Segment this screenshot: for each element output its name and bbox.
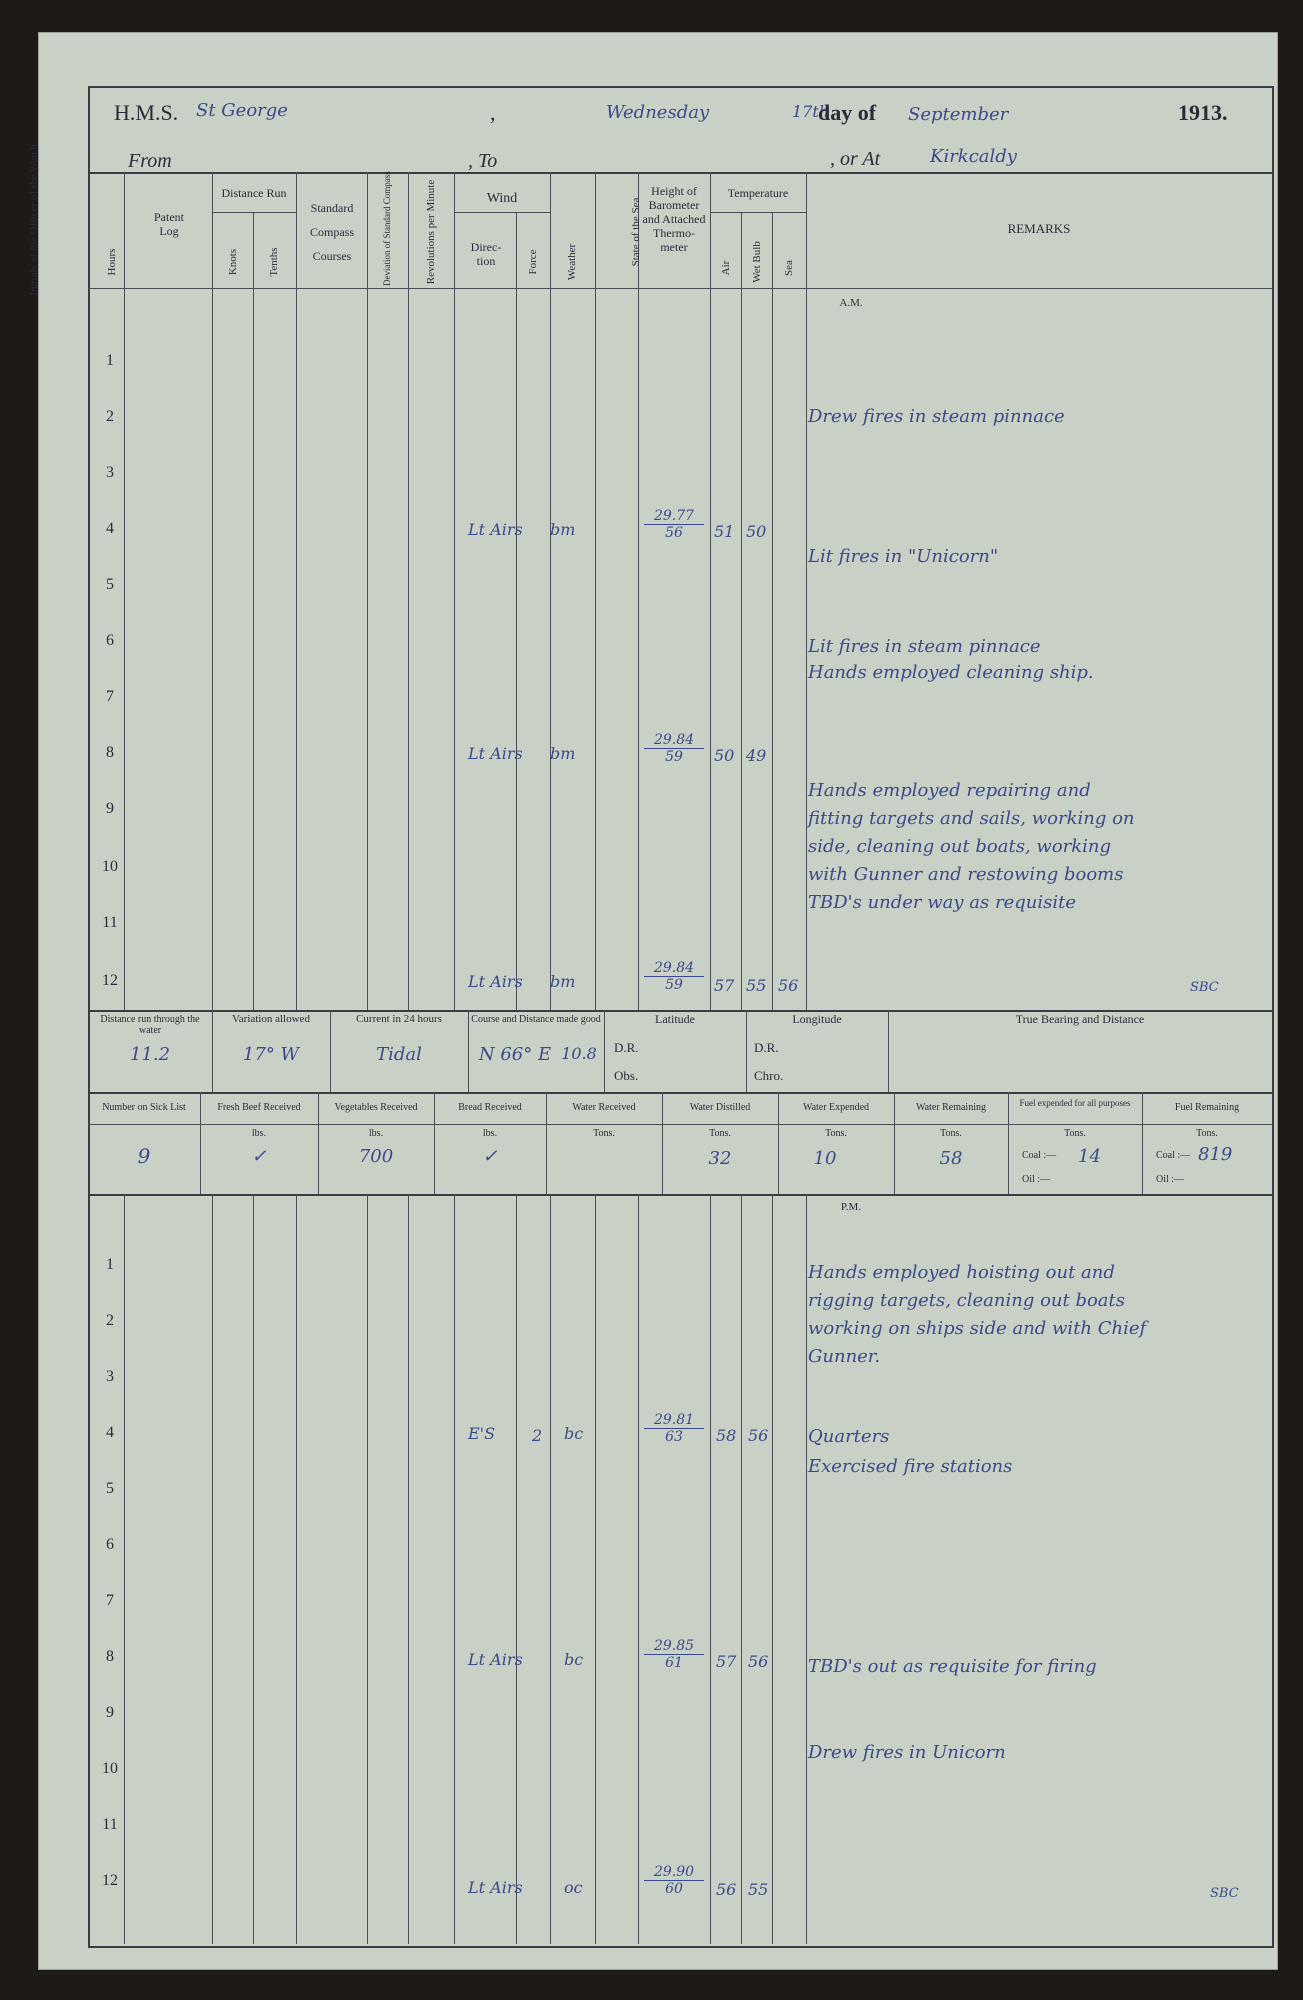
hour-label: 2 [106, 408, 114, 425]
col-sea: Sea [783, 260, 795, 276]
fuel-remaining-label: Fuel Remaining [1174, 1102, 1240, 1113]
remark-line: TBD's out as requisite for firing [808, 1656, 1097, 1677]
weather-entry: oc [564, 1878, 583, 1897]
pm-initials: SBC [1210, 1886, 1239, 1901]
hour-label: 10 [102, 858, 118, 875]
hour-label: 11 [102, 1816, 118, 1833]
hour-label: 9 [106, 800, 114, 817]
col-hours: Hours [106, 248, 118, 276]
officer-initials-label: Initials of the Officer of the Watch [28, 144, 40, 296]
hour-label: 12 [102, 972, 118, 989]
remark-line: with Gunner and restowing booms [808, 864, 1124, 885]
course-label: Course and Distance made good [471, 1014, 601, 1025]
comma: , [490, 100, 496, 125]
veg-unit: lbs. [368, 1128, 384, 1139]
col-air: Air [720, 260, 732, 276]
water-expended-value: 10 [813, 1148, 837, 1169]
col-wind: Wind [486, 191, 518, 206]
distance-label: Distance run through the water [100, 1014, 200, 1036]
remark-line: Drew fires in steam pinnace [808, 406, 1065, 427]
sick-label: Number on Sick List [102, 1102, 186, 1113]
barometer-entry: 29.84 59 [644, 732, 704, 765]
day-of-label: day of [818, 100, 877, 125]
col-knots: Knots [227, 248, 239, 276]
col-standard-compass: Standard Compass Courses [309, 201, 354, 263]
latitude-label: Latitude [655, 1012, 695, 1026]
hour-label: 5 [106, 576, 114, 593]
hour-label: 2 [106, 1312, 114, 1329]
from-label: From [128, 150, 172, 172]
weather-entry: bm [550, 520, 576, 539]
col-temperature: Temperature [727, 186, 789, 200]
sea-entry: 56 [778, 976, 799, 995]
hour-label: 12 [102, 1872, 118, 1889]
water-remaining-unit: Tons. [940, 1128, 962, 1139]
hour-label: 11 [102, 914, 118, 931]
hour-label: 7 [106, 688, 114, 705]
hour-label: 10 [102, 1760, 118, 1777]
obs-label: Obs. [614, 1068, 639, 1083]
distance-value: 11.2 [129, 1044, 171, 1065]
water-expended-label: Water Expended [802, 1102, 870, 1113]
col-barometer: Height of Barometer and Attached Thermo-meter [642, 184, 706, 254]
pm-divider [88, 1194, 1272, 1196]
course-value: N 66° E [478, 1044, 552, 1065]
water-distilled-label: Water Distilled [689, 1102, 751, 1113]
ship-name: St George [196, 100, 288, 121]
remark-line: Hands employed repairing and [808, 780, 1091, 801]
air-entry: 58 [716, 1426, 737, 1445]
col-tenths: Tenths [268, 247, 280, 277]
col-force: Force [527, 249, 539, 275]
remark-line: TBD's under way as requisite [808, 892, 1076, 913]
air-entry: 57 [714, 976, 735, 995]
fuel-rem-coal-label: Coal :— [1156, 1150, 1191, 1161]
month: September [908, 104, 1009, 125]
longitude-label: Longitude [792, 1012, 842, 1026]
wet-entry: 49 [746, 746, 767, 765]
force-entry: 2 [532, 1426, 543, 1445]
to-label: , To [468, 150, 498, 172]
chro-label: Chro. [754, 1068, 784, 1083]
wet-entry: 56 [748, 1426, 769, 1445]
bread-value: ✓ [482, 1146, 498, 1167]
wind-entry: Lt Airs [468, 972, 523, 991]
col-state-sea: State of the Sea [630, 197, 642, 267]
current-value: Tidal [376, 1044, 422, 1065]
remark-line: Exercised fire stations [808, 1456, 1013, 1477]
wet-entry: 50 [746, 522, 767, 541]
variation-label: Variation allowed [232, 1013, 310, 1025]
bread-label: Bread Received [458, 1102, 522, 1113]
water-expended-unit: Tons. [825, 1128, 847, 1139]
hour-label: 9 [106, 1704, 114, 1721]
col-direction: Direc- tion [470, 240, 502, 268]
remark-line: Quarters [808, 1426, 890, 1447]
veg-label: Vegetables Received [334, 1102, 418, 1113]
air-entry: 57 [716, 1652, 737, 1671]
remark-line: Hands employed hoisting out and [808, 1262, 1115, 1283]
location: Kirkcaldy [930, 146, 1017, 167]
col-deviation: Deviation of Standard Compass [382, 171, 392, 286]
dr-label-long: D.R. [754, 1040, 779, 1055]
fuel-coal-label: Coal :— [1022, 1150, 1057, 1161]
supplies-divider [88, 1092, 1272, 1094]
hour-label: 7 [106, 1592, 114, 1609]
fuel-remaining-coal: 819 [1198, 1144, 1233, 1165]
ship-prefix: H.M.S. [114, 100, 179, 125]
or-at-label: , or At [830, 148, 881, 170]
fuel-expended-coal: 14 [1078, 1146, 1101, 1167]
am-label: A.M. [839, 297, 863, 309]
sick-value: 9 [137, 1144, 151, 1168]
water-distilled-unit: Tons. [709, 1128, 731, 1139]
variation-value: 17° W [242, 1044, 300, 1065]
day-number: 17th [792, 102, 830, 121]
air-entry: 56 [716, 1880, 737, 1899]
water-distilled-value: 32 [708, 1148, 732, 1169]
hour-label: 4 [106, 1424, 114, 1441]
remark-line: Lit fires in "Unicorn" [808, 546, 999, 567]
remark-line: working on ships side and with Chief [808, 1318, 1147, 1339]
weather-entry: bm [550, 972, 576, 991]
weather-entry: bc [564, 1424, 584, 1443]
weather-entry: bm [550, 744, 576, 763]
col-distance-run: Distance Run [221, 186, 287, 200]
remark-line: fitting targets and sails, working on [808, 808, 1135, 829]
header-divider [88, 172, 1272, 174]
remark-line: Hands employed cleaning ship. [808, 662, 1094, 683]
hour-label: 1 [106, 352, 114, 369]
remark-line: Drew fires in Unicorn [808, 1742, 1006, 1763]
hour-label: 5 [106, 1480, 114, 1497]
day-name: Wednesday [606, 102, 710, 123]
barometer-entry: 29.85 61 [644, 1638, 704, 1671]
wet-entry: 56 [748, 1652, 769, 1671]
air-entry: 50 [714, 746, 735, 765]
fuel-rem-oil-label: Oil :— [1156, 1174, 1185, 1185]
col-patent-log: Patent Log [154, 210, 184, 238]
hour-label: 6 [106, 1536, 114, 1553]
barometer-entry: 29.81 63 [644, 1412, 704, 1445]
wet-entry: 55 [746, 976, 767, 995]
barometer-entry: 29.84 59 [644, 960, 704, 993]
remark-line: Gunner. [808, 1346, 881, 1367]
fuel-expended-label: Fuel expended for all purposes [1019, 1098, 1131, 1108]
wind-entry: Lt Airs [468, 520, 523, 539]
water-remaining-value: 58 [939, 1148, 963, 1169]
wind-entry: Lt Airs [468, 1878, 523, 1897]
hour-label: 1 [106, 1256, 114, 1273]
year: 1913. [1178, 100, 1228, 125]
bearing-label: True Bearing and Distance [1015, 1012, 1145, 1026]
bread-unit: lbs. [482, 1128, 498, 1139]
course-distance: 10.8 [561, 1044, 597, 1063]
remark-line: Lit fires in steam pinnace [808, 636, 1041, 657]
veg-value: 700 [358, 1146, 394, 1167]
col-remarks: REMARKS [1007, 221, 1071, 236]
beef-label: Fresh Beef Received [217, 1102, 301, 1113]
wind-entry: Lt Airs [468, 1650, 523, 1669]
col-wet-bulb: Wet Bulb [751, 241, 763, 283]
pm-label: P.M. [840, 1201, 862, 1213]
hour-label: 8 [106, 744, 114, 761]
wind-entry: Lt Airs [468, 744, 523, 763]
dr-label: D.R. [614, 1040, 639, 1055]
weather-entry: bc [564, 1650, 584, 1669]
hour-label: 6 [106, 632, 114, 649]
barometer-entry: 29.90 60 [644, 1864, 704, 1897]
col-weather: Weather [566, 243, 578, 281]
remark-line: rigging targets, cleaning out boats [808, 1290, 1126, 1311]
beef-value: ✓ [251, 1146, 267, 1167]
water-remaining-label: Water Remaining [915, 1102, 986, 1113]
remark-line: side, cleaning out boats, working [808, 836, 1112, 857]
beef-unit: lbs. [251, 1128, 267, 1139]
water-received-label: Water Received [572, 1102, 636, 1113]
water-received-unit: Tons. [593, 1128, 615, 1139]
hour-label: 3 [106, 1368, 114, 1385]
fuel-remaining-unit: Tons. [1196, 1128, 1218, 1139]
air-entry: 51 [714, 522, 735, 541]
am-initials: SBC [1190, 980, 1219, 995]
barometer-entry: 29.77 56 [644, 508, 704, 541]
hour-label: 3 [106, 464, 114, 481]
wind-entry: E'S [468, 1424, 496, 1443]
hour-label: 4 [106, 520, 114, 537]
fuel-expended-unit: Tons. [1064, 1128, 1086, 1139]
fuel-oil-label: Oil :— [1022, 1174, 1051, 1185]
hour-label: 8 [106, 1648, 114, 1665]
current-label: Current in 24 hours [356, 1013, 442, 1025]
wet-entry: 55 [748, 1880, 769, 1899]
col-revolutions: Revolutions per Minute [425, 179, 437, 285]
